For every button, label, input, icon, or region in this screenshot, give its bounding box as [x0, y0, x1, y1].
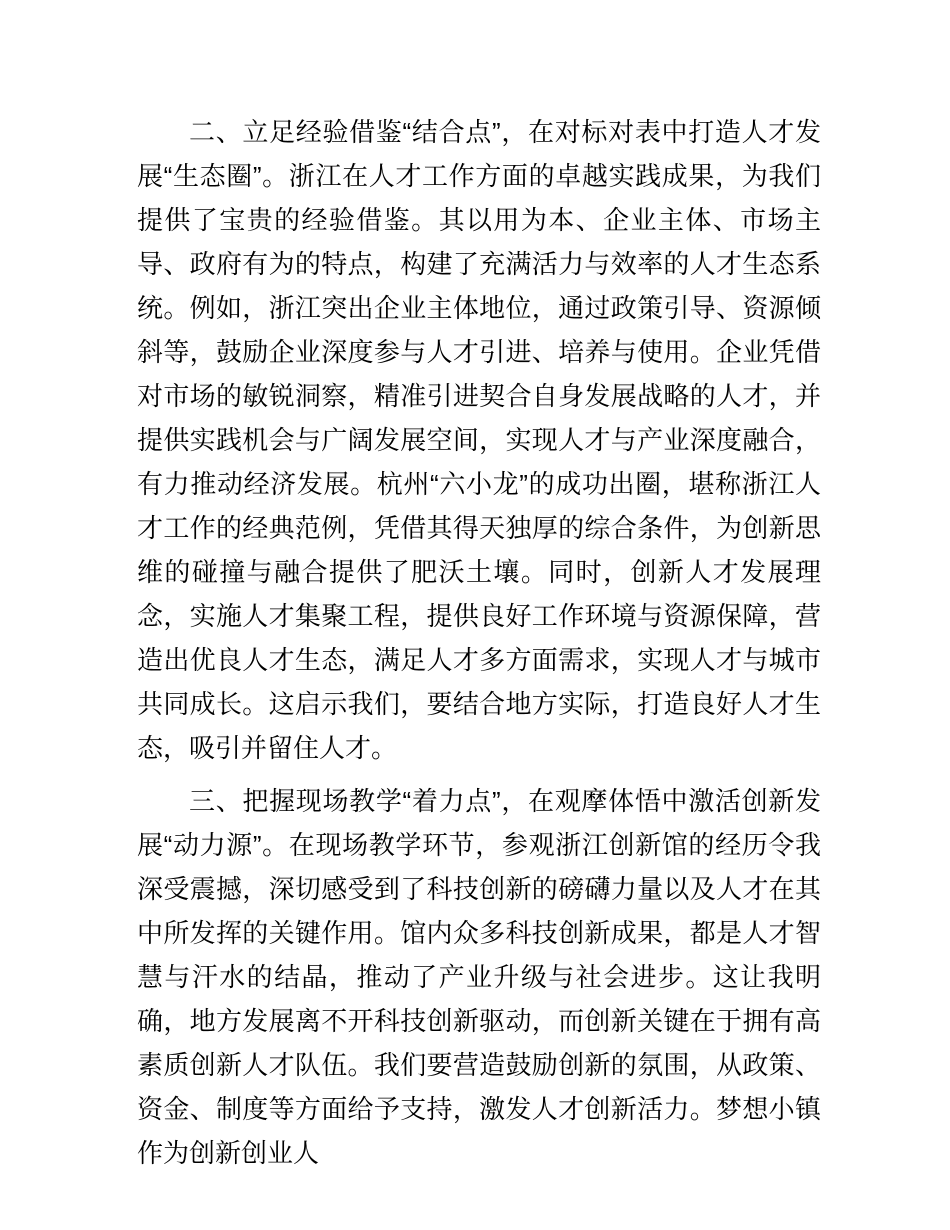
paragraph-section-two: 二、立足经验借鉴“结合点”，在对标对表中打造人才发展“生态圈”。浙江在人才工作方面的卓越实践成果，为我们提供了宝贵的经验借鉴。其以用为本、企业主体、市场主导、政府有为的特点，构建了充满活力与效率的人才生态系统。例如，浙江突出企业主体地位，通过政策引导、资源倾斜等，鼓励企业深度参与人才引进、培养与使用。企业凭借对市场的敏锐洞察，精准引进契合自身发展战略的人才，并提供实践机会与广阔发展空间，实现人才与产业深度融合，有力推动经济发展。杭州“六小龙”的成功出圈，堪称浙江人才工作的经典范例，凭借其得天独厚的综合条件，为创新思维的碰撞与融合提供了肥沃土壤。同时，创新人才发展理念，实施人才集聚工程，提供良好工作环境与资源保障，营造出优良人才生态，满足人才多方面需求，实现人才与城市共同成长。这启示我们，要结合地方实际，打造良好人才生态，吸引并留住人才。 — [137, 117, 821, 763]
paragraph-section-three: 三、把握现场教学“着力点”，在观摩体悟中激活创新发展“动力源”。在现场教学环节，参观浙江创新馆的经历令我深受震撼，深切感受到了科技创新的磅礴力量以及人才在其中所发挥的关键作用。馆内众多科技创新成果，都是人才智慧与汗水的结晶，推动了产业升级与社会进步。这让我明确，地方发展离不开科技创新驱动，而创新关键在于拥有高素质创新人才队伍。我们要营造鼓励创新的氛围，从政策、资金、制度等方面给予支持，激发人才创新活力。梦想小镇作为创新创业人 — [137, 786, 821, 1168]
document-body — [137, 110, 821, 1175]
